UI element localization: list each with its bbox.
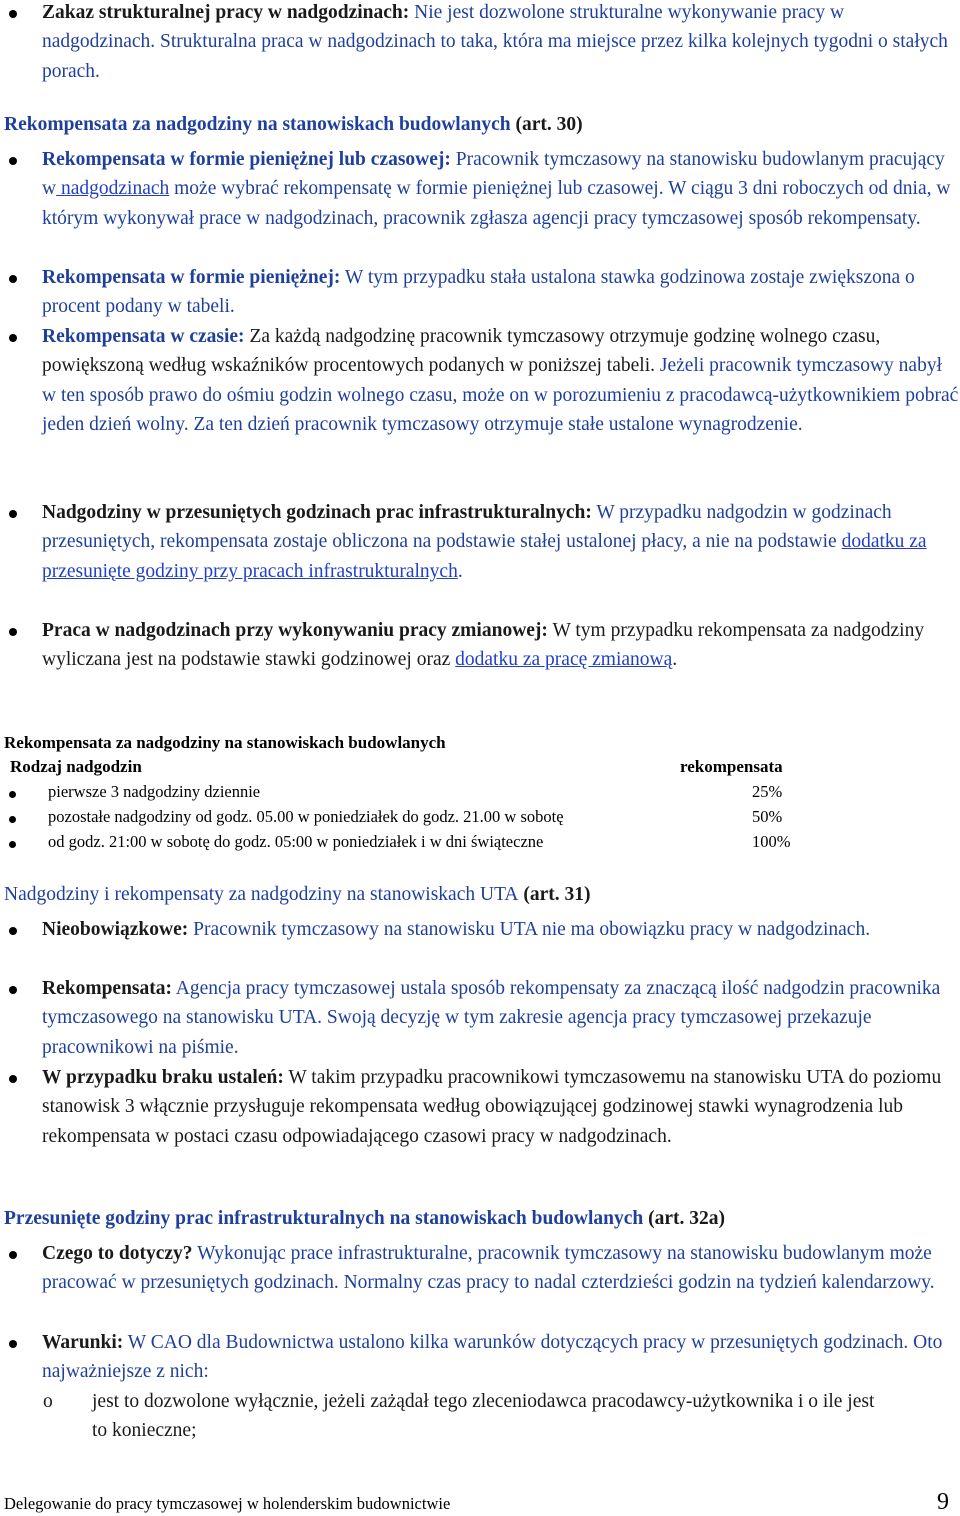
table-row xyxy=(0,807,960,831)
item-text: Wykonując prace infrastrukturalne, pracownik tymczasowy na stanowisku budowlanym może pracować w przesuniętych godzinach. Normalny czas pracy to nadal czterdzieści godzin na tydzień kalendarzowy. xyxy=(42,1243,935,1294)
item-title: Nadgodziny w przesuniętych godzinach prac infrastrukturalnych: xyxy=(42,502,592,523)
bullet-item-shifted-hours xyxy=(0,498,960,586)
item-title: W przypadku braku ustaleń: xyxy=(42,1067,284,1088)
item-text: Pracownik tymczasowy na stanowisku UTA nie ma obowiązku pracy w nadgodzinach. xyxy=(188,919,871,940)
item-text: W tym przypadku stała ustalona stawka godzinowa zostaje zwiększona o procent podany w tabeli. xyxy=(42,267,915,318)
item-text-continued: może wybrać rekompensatę w formie pieniężnej lub czasowej. W ciągu 3 dni roboczych od dnia, w którym wykonywał prace w nadgodzinach, pracownik zgłasza agencji pracy tymczasowej sposób rekompensaty. xyxy=(42,178,951,229)
item-text: Za każdą nadgodzinę pracownik tymczasowy otrzymuje godzinę wolnego czasu, powiększoną według wskaźników procentowych podanych w poniższej tabeli. xyxy=(42,326,881,377)
link-shifted-hours-allowance[interactable]: dodatku za przesunięte godziny przy pracach infrastrukturalnych xyxy=(42,531,927,582)
item-title: Rekompensata: xyxy=(42,978,172,999)
bullet-icon xyxy=(9,927,17,935)
section-heading-title: Nadgodziny i rekompensaty za nadgodziny na stanowiskach UTA xyxy=(4,884,519,905)
item-text-end: . xyxy=(457,560,463,582)
bullet-icon xyxy=(9,157,17,165)
table-title: Rekompensata za nadgodziny na stanowiskach budowlanych xyxy=(4,733,446,752)
row-value: 25% xyxy=(752,782,783,801)
sub-bullet-marker: o xyxy=(43,1391,53,1412)
item-text: Pracownik tymczasowy na stanowisku budowlanym pracujący w xyxy=(42,149,945,200)
item-title: Czego to dotyczy? xyxy=(42,1243,193,1264)
item-text: Agencja pracy tymczasowej ustala sposób rekompensaty za znaczącą ilość nadgodzin pracownika tymczasowego na stanowisku UTA. Swoją decyzję w tym zakresie agencja pracy tymczasowej przekazuje pracownikowi na piśmie. xyxy=(42,978,941,1058)
section-heading-art32a xyxy=(4,1208,725,1230)
bullet-icon xyxy=(9,628,17,636)
row-label: od godz. 21:00 w sobotę do godz. 05:00 w poniedziałek i w dni świąteczne xyxy=(48,832,544,851)
bullet-icon xyxy=(9,510,17,518)
bullet-icon xyxy=(9,1075,17,1083)
bullet-icon xyxy=(9,334,17,342)
item-text: W CAO dla Budownictwa ustalono kilka warunków dotyczących pracy w przesuniętych godzinach. Oto najważniejsze z nich: xyxy=(42,1332,943,1383)
item-title: Rekompensata w formie pieniężnej: xyxy=(42,267,341,288)
link-shift-work-allowance[interactable]: dodatku za pracę zmianową xyxy=(455,649,673,671)
item-title: Nieobowiązkowe: xyxy=(42,919,189,940)
row-value: 100% xyxy=(752,832,791,851)
bullet-item-monetary xyxy=(0,263,960,322)
table-row xyxy=(0,782,960,806)
item-text: W takim przypadku pracownikowi tymczasowemu na stanowisku UTA do poziomu stanowisk 3 włącznie przysługuje rekompensata według obowiązującej godzinowej stawki wynagrodzenia lub rekompensata w postaci czasu odpowiadającego czasowi pracy w nadgodzinach. xyxy=(42,1067,942,1147)
item-text: W tym przypadku rekompensata za nadgodziny wyliczana jest na podstawie stawki godzinowej oraz xyxy=(42,620,925,671)
row-label: pozostałe nadgodziny od godz. 05.00 w poniedziałek do godz. 21.00 w sobotę xyxy=(48,807,564,826)
table-header-compensation: rekompensata xyxy=(680,757,783,776)
page-number: 9 xyxy=(937,1489,949,1515)
section-heading-art30 xyxy=(4,114,583,136)
bullet-icon xyxy=(9,986,17,994)
item-text-end: . xyxy=(672,649,678,671)
bullet-item-no-agreement xyxy=(0,1063,960,1151)
bullet-item-compensation xyxy=(0,974,960,1062)
item-title: Rekompensata w czasie: xyxy=(42,326,245,347)
bullet-icon xyxy=(9,841,16,848)
item-text-continued: Jeżeli pracownik tymczasowy nabył w ten sposób prawo do ośmiu godzin wolnego czasu, może on w porozumieniu z pracodawcą-użytkownikiem pobrać jeden dzień wolny. Za ten dzień pracownik tymczasowy otrzymuje stałe ustalone wynagrodzenie. xyxy=(42,355,959,436)
row-label: pierwsze 3 nadgodziny dziennie xyxy=(48,782,261,801)
item-title: Praca w nadgodzinach przy wykonywaniu pracy zmianowej: xyxy=(42,620,548,641)
bullet-icon xyxy=(9,1251,17,1259)
bullet-item-monetary-or-time xyxy=(0,145,960,233)
item-title: Warunki: xyxy=(42,1332,124,1353)
bullet-icon xyxy=(9,10,17,18)
bullet-item-time xyxy=(0,322,960,440)
section-heading-art: (art. 30) xyxy=(510,114,583,135)
bullet-icon xyxy=(9,275,17,283)
page-footer: Delegowanie do pracy tymczasowej w holenderskim budownictwie xyxy=(4,1494,451,1513)
link-nadgodzinach[interactable]: nadgodzinach xyxy=(56,178,170,200)
section-heading-title: Przesunięte godziny prac infrastrukturalnych na stanowiskach budowlanych xyxy=(4,1208,644,1229)
section-heading-title: Rekompensata za nadgodziny na stanowiskach budowlanych xyxy=(4,114,511,135)
item-text: W przypadku nadgodzin w godzinach przesuniętych, rekompensata zostaje obliczona na podstawie stałej ustalonej płacy, a nie na podstawie xyxy=(42,502,892,553)
section-heading-art: (art. 31) xyxy=(518,884,591,905)
bullet-item-conditions xyxy=(0,1328,960,1387)
bullet-icon xyxy=(9,791,16,798)
section-heading-art: (art. 32a) xyxy=(643,1208,725,1229)
item-title: Rekompensata w formie pieniężnej lub czasowej: xyxy=(42,149,451,170)
bullet-icon xyxy=(9,816,16,823)
table-header-type: Rodzaj nadgodzin xyxy=(10,757,142,776)
item-text: Nie jest dozwolone strukturalne wykonywanie pracy w nadgodzinach. Strukturalna praca w nadgodzinach to taka, która ma miejsce przez kilka kolejnych tygodni o stałych porach. xyxy=(42,2,948,82)
bullet-item-shift-work xyxy=(0,616,960,675)
bullet-item-optional xyxy=(0,915,960,944)
bullet-icon xyxy=(9,1340,17,1348)
row-value: 50% xyxy=(752,807,783,826)
table-row xyxy=(0,832,960,856)
section-heading-art31 xyxy=(4,884,591,906)
bullet-item-what-concerns xyxy=(0,1239,960,1298)
item-text: jest to dozwolone wyłącznie, jeżeli zażądał tego zleceniodawca pracodawcy-użytkownika i o ile jest to konieczne; xyxy=(92,1391,875,1442)
item-title: Zakaz strukturalnej pracy w nadgodzinach: xyxy=(42,2,410,23)
sub-bullet-item xyxy=(0,1387,960,1446)
bullet-item-structural-overtime xyxy=(0,0,960,86)
